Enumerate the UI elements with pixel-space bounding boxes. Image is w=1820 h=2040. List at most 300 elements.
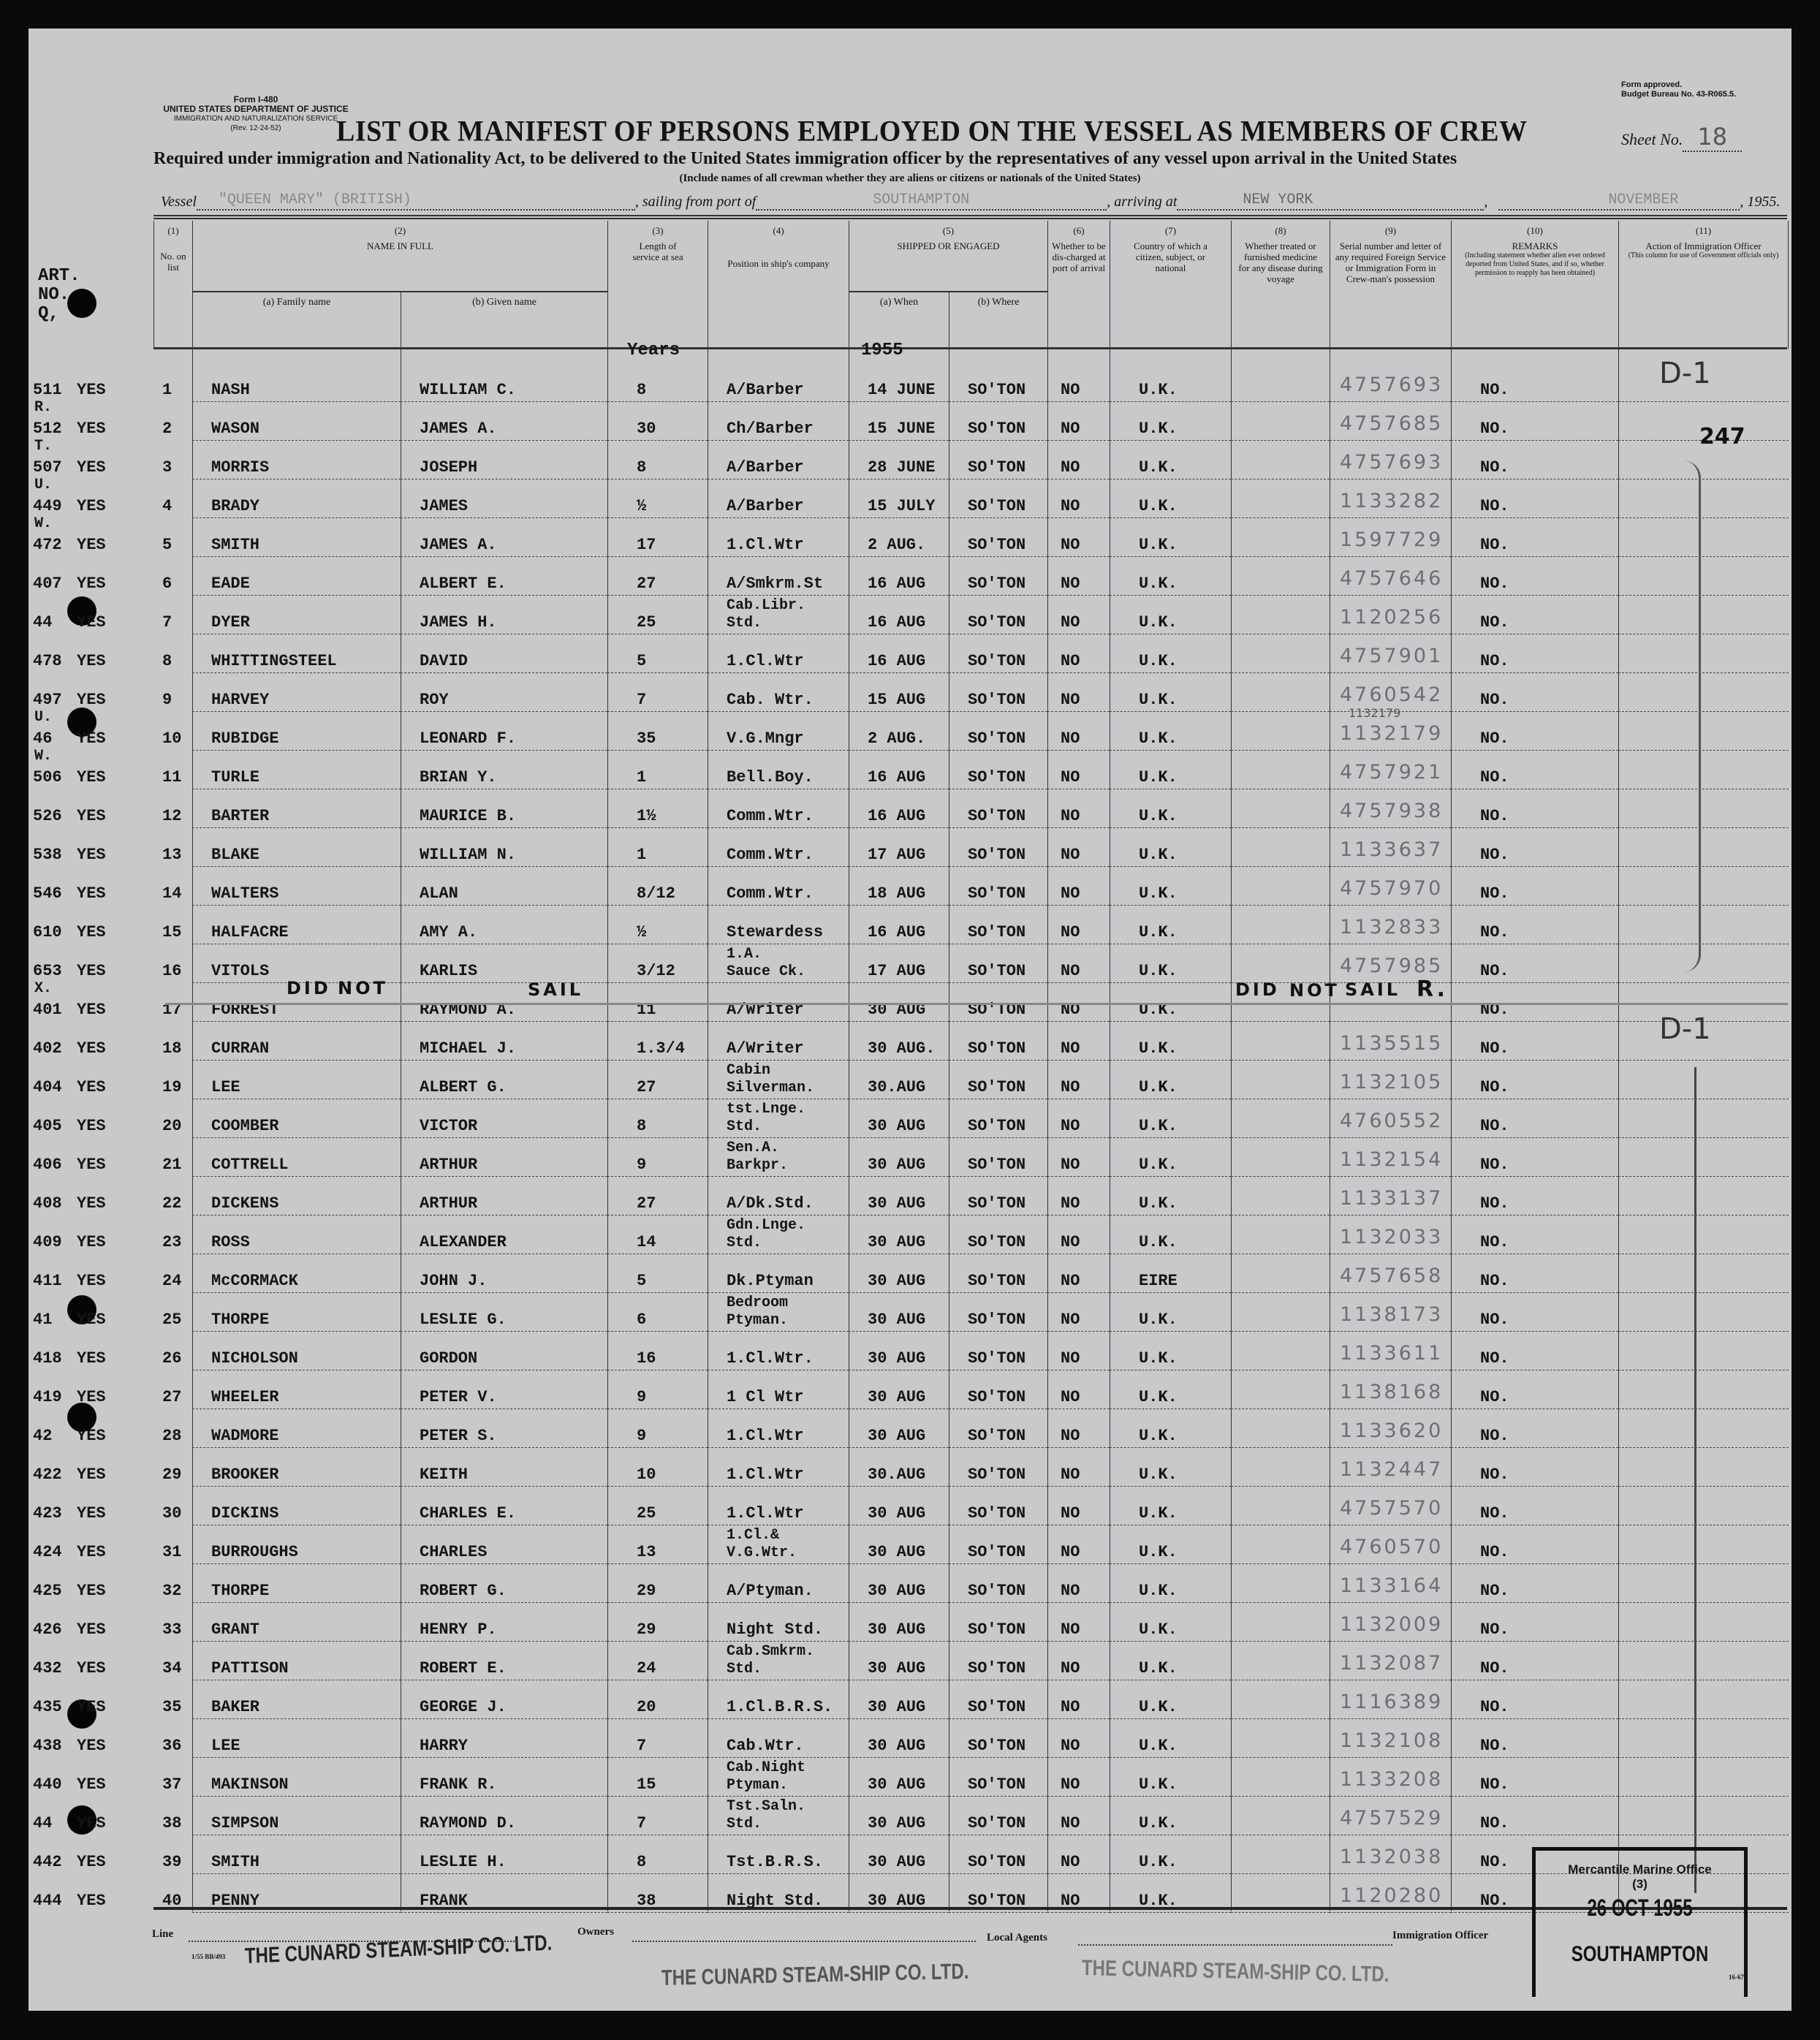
country: U.K. [1110,1758,1231,1797]
art-number: 401 [33,1001,62,1019]
table-row [29,1758,1791,1797]
d1-mark: D-1 [1659,357,1711,390]
serial-number: 1133637 [1330,828,1451,867]
position: A/Barber [708,363,849,402]
remarks: NO. [1451,906,1618,944]
col-shipped-or-engaged: (5) SHIPPED OR ENGAGED [849,221,1047,291]
action [1618,1332,1789,1370]
list-number: 13 [162,846,182,864]
serial-number: 1135515 [1330,1022,1451,1061]
country: U.K. [1110,596,1231,634]
length-of-service: 29 [607,1564,708,1603]
table-row [29,1680,1791,1719]
medicine [1231,634,1330,673]
serial-number: 1120256 [1330,596,1451,634]
shipped-when: 16 AUG [849,557,949,596]
list-number: 14 [162,884,182,903]
family-name: WASON [192,402,401,441]
given-name: ROBERT E. [401,1642,607,1680]
medicine [1231,1797,1330,1835]
discharged: NO [1047,1138,1110,1177]
remarks: NO. [1451,1487,1618,1525]
remarks: NO. [1451,1409,1618,1448]
action [1618,1254,1789,1293]
art-suffix: W. [34,748,53,765]
remarks: NO. [1451,1370,1618,1409]
discharged: NO [1047,906,1110,944]
bracket-line [1683,460,1701,972]
yes-flag: YES [77,1892,106,1910]
given-name: MAURICE B. [401,789,607,828]
list-number: 10 [162,729,182,748]
arrival-port: NEW YORK [1177,192,1484,211]
discharged: NO [1047,1370,1110,1409]
sailing-label: , sailing from port of [634,194,757,210]
position: Gdn.Lnge. Std. [708,1216,849,1254]
position: 1.Cl.Wtr [708,634,849,673]
arrival-year: , 1955. [1740,194,1781,210]
yes-flag: YES [77,962,106,980]
shipped-where: SO'TON [949,441,1047,479]
table-row [29,438,1791,479]
medicine [1231,673,1330,712]
length-of-service: 27 [607,557,708,596]
table-row [29,1293,1791,1332]
discharged: NO [1047,402,1110,441]
given-name: PETER S. [401,1409,607,1448]
shipped-when: 30.AUG [849,1061,949,1099]
medicine [1231,557,1330,596]
shipped-where: SO'TON [949,518,1047,557]
shipped-when: 15 JUNE [849,402,949,441]
action [1618,1719,1789,1758]
action [1618,1099,1789,1138]
table-row [29,1177,1791,1216]
given-name: LESLIE G. [401,1293,607,1332]
action [1618,712,1789,751]
country: U.K. [1110,363,1231,402]
list-number: 11 [162,768,182,786]
shipped-when: 30 AUG [849,1874,949,1913]
art-no-header: ART. NO. Q, [38,266,80,324]
family-name: GRANT [192,1603,401,1642]
given-name: DAVID [401,634,607,673]
table-row [29,363,1791,402]
shipped-where: SO'TON [949,1797,1047,1835]
length-of-service: 30 [607,402,708,441]
family-name: FORREST [192,983,401,1022]
given-name: RAYMOND D. [401,1797,607,1835]
serial-number: 4757646 [1330,557,1451,596]
remarks: NO. [1451,634,1618,673]
country: U.K. [1110,1564,1231,1603]
family-name: HARVEY [192,673,401,712]
yes-flag: YES [77,652,106,670]
length-of-service: 38 [607,1874,708,1913]
family-name: BURROUGHS [192,1525,401,1564]
action [1618,867,1789,906]
position: Comm.Wtr. [708,789,849,828]
col-country: (7) Country of which a citizen, subject, or national [1110,221,1231,349]
art-number: 422 [33,1465,62,1484]
position: A/Smkrm.St [708,557,849,596]
shipped-when: 30 AUG [849,1370,949,1409]
department: UNITED STATES DEPARTMENT OF JUSTICE [163,104,349,114]
art-number: 406 [33,1156,62,1174]
serial-number: 1120280 [1330,1874,1451,1913]
medicine [1231,1603,1330,1642]
art-number: 546 [33,884,62,903]
table-row [29,1254,1791,1293]
shipped-when: 30 AUG [849,1835,949,1874]
shipped-when: 30 AUG [849,1293,949,1332]
action [1618,1797,1789,1835]
list-number: 1 [162,381,172,399]
family-name: SMITH [192,1835,401,1874]
remarks: NO. [1451,1177,1618,1216]
discharged: NO [1047,1758,1110,1797]
serial-number: 1132009 [1330,1603,1451,1642]
given-name: WILLIAM N. [401,828,607,867]
family-name: BLAKE [192,828,401,867]
art-suffix: U. [34,709,53,726]
discharged: NO [1047,1603,1110,1642]
shipped-when: 15 AUG [849,673,949,712]
shipped-where: SO'TON [949,363,1047,402]
yes-flag: YES [77,497,106,515]
discharged: NO [1047,867,1110,906]
yes-flag: YES [77,1659,106,1677]
stamp-place: SOUTHAMPTON [1571,1942,1709,1966]
table-row [29,1487,1791,1525]
initials-note: R. [1417,977,1449,1002]
serial-number: 1132105 [1330,1061,1451,1099]
discharged: NO [1047,983,1110,1022]
remarks: NO. [1451,1642,1618,1680]
medicine [1231,1525,1330,1564]
art-number: 432 [33,1659,62,1677]
length-of-service: 6 [607,1293,708,1332]
action [1618,1370,1789,1409]
remarks: NO. [1451,1293,1618,1332]
family-name: LEE [192,1719,401,1758]
table-row [29,748,1791,789]
discharged: NO [1047,1835,1110,1874]
table-row [29,1642,1791,1680]
shipped-where: SO'TON [949,402,1047,441]
art-number: 511 [33,381,62,399]
yes-flag: YES [77,1349,106,1368]
discharged: NO [1047,789,1110,828]
family-name: EADE [192,557,401,596]
medicine [1231,867,1330,906]
remarks: NO. [1451,1797,1618,1835]
medicine [1231,789,1330,828]
discharged: NO [1047,751,1110,789]
country: U.K. [1110,441,1231,479]
art-suffix: R. [34,399,53,416]
country: U.K. [1110,1719,1231,1758]
art-number: 507 [33,458,62,477]
col-discharged: (6) Whether to be dis-charged at port of arrival [1047,221,1110,349]
serial-number: 4757921 [1330,751,1451,789]
action [1618,634,1789,673]
action [1618,1642,1789,1680]
length-of-service: 1½ [607,789,708,828]
sailing-port: SOUTHAMPTON [756,192,1107,211]
art-number: 438 [33,1737,62,1755]
medicine [1231,1099,1330,1138]
family-name: BAKER [192,1680,401,1719]
serial-number: 4760542 [1330,673,1451,712]
medicine [1231,1370,1330,1409]
list-number: 38 [162,1814,182,1832]
position: Tst.Saln. Std. [708,1797,849,1835]
action [1618,828,1789,867]
yes-flag: YES [77,807,106,825]
medicine [1231,1487,1330,1525]
list-number: 4 [162,497,172,515]
medicine [1231,1177,1330,1216]
yes-flag: YES [77,1543,106,1561]
country: U.K. [1110,789,1231,828]
serial-number: 1138173 [1330,1293,1451,1332]
medicine [1231,1448,1330,1487]
shipped-where: SO'TON [949,1061,1047,1099]
serial-number: 1116389 [1330,1680,1451,1719]
family-name: LEE [192,1061,401,1099]
length-of-service: 3/12 [607,944,708,983]
list-number: 17 [162,1001,182,1019]
list-number: 40 [162,1892,182,1910]
form-code: 16-67 [1729,1973,1744,1981]
remarks: NO. [1451,1874,1618,1913]
shipped-when: 14 JUNE [849,363,949,402]
shipped-where: SO'TON [949,1177,1047,1216]
col-position: (4) Position in ship's company [708,221,849,349]
country: U.K. [1110,634,1231,673]
family-name: WHITTINGSTEEL [192,634,401,673]
length-of-service: 17 [607,518,708,557]
list-number: 35 [162,1698,182,1716]
given-name: ROY [401,673,607,712]
remarks: NO. [1451,1603,1618,1642]
sheet-label: Sheet No. [1621,130,1683,148]
discharged: NO [1047,441,1110,479]
yes-flag: YES [77,1620,106,1639]
remarks: NO. [1451,1332,1618,1370]
service: IMMIGRATION AND NATURALIZATION SERVICE [173,115,338,123]
shipped-where: SO'TON [949,1332,1047,1370]
discharged: NO [1047,1680,1110,1719]
col-name-in-full: (2) NAME IN FULL [192,221,607,291]
art-number: 653 [33,962,62,980]
country: U.K. [1110,1797,1231,1835]
shipped-when: 30 AUG [849,1177,949,1216]
family-name: SIMPSON [192,1797,401,1835]
year-label: 1955 [861,341,903,360]
shipped-when: 28 JUNE [849,441,949,479]
serial-number: 1133611 [1330,1332,1451,1370]
list-number: 34 [162,1659,182,1677]
medicine [1231,363,1330,402]
shipped-where: SO'TON [949,1525,1047,1564]
vessel-line: Vessel "QUEEN MARY" (BRITISH) , sailing from port of SOUTHAMPTON , arriving at NEW YORK , NOVEMBER , 1955. [161,192,1781,210]
given-name: BRIAN Y. [401,751,607,789]
approved-label: Form approved. [1621,80,1683,89]
shipped-when: 17 AUG [849,828,949,867]
country: U.K. [1110,1525,1231,1564]
stamp-date: 26 OCT 1955 [1587,1895,1693,1921]
art-number: 423 [33,1504,62,1523]
company-stamp: THE CUNARD STEAM-SHIP CO. LTD. [244,1930,553,1968]
art-number: 404 [33,1078,62,1096]
list-number: 22 [162,1194,182,1213]
requirement-statement: Required under immigration and Nationality Act, to be delivered to the United States immigration officer by the representatives of any vessel upon arrival in the United States [153,149,1457,168]
given-name: JAMES A. [401,518,607,557]
shipped-when: 30 AUG [849,1642,949,1680]
discharged: NO [1047,1797,1110,1835]
shipped-where: SO'TON [949,983,1047,1022]
given-name: ALBERT G. [401,1061,607,1099]
yes-flag: YES [77,884,106,903]
shipped-where: SO'TON [949,1370,1047,1409]
action [1618,1293,1789,1332]
yes-flag: YES [77,1156,106,1174]
country: U.K. [1110,906,1231,944]
given-name: AMY A. [401,906,607,944]
col-no-on-list: (1) No. on list [153,221,192,349]
remarks: NO. [1451,1022,1618,1061]
position: Sen.A. Barkpr. [708,1138,849,1177]
serial-number: 4757693 [1330,363,1451,402]
action [1618,1487,1789,1525]
action [1618,1758,1789,1797]
remarks: NO. [1451,1680,1618,1719]
shipped-when: 17 AUG [849,944,949,983]
col-remarks: (10) REMARKS (Including statement whether alien ever ordered deported from United States, and if so, whether permission to reapply has been obtained) [1451,221,1618,349]
shipped-where: SO'TON [949,1487,1047,1525]
sheet-value: 18 [1683,123,1742,152]
discharged: NO [1047,1216,1110,1254]
remarks: NO. [1451,363,1618,402]
remarks: NO. [1451,944,1618,983]
art-suffix: X. [34,980,53,997]
table-row [29,906,1791,944]
shipped-when: 30 AUG [849,1719,949,1758]
length-of-service: 5 [607,1254,708,1293]
shipped-when: 30 AUG [849,1099,949,1138]
length-of-service: 9 [607,1370,708,1409]
country: U.K. [1110,867,1231,906]
stamp-number: (3) [1632,1877,1648,1891]
shipped-when: 18 AUG [849,867,949,906]
shipped-where: SO'TON [949,1293,1047,1332]
serial-number: 1138168 [1330,1370,1451,1409]
remarks: NO. [1451,789,1618,828]
action [1618,1603,1789,1642]
length-of-service: 9 [607,1409,708,1448]
form-approval [1621,80,1736,99]
action [1618,1448,1789,1487]
remarks: NO. [1451,557,1618,596]
given-name: LEONARD F. [401,712,607,751]
col-serial-number: (9) Serial number and letter of any required Foreign Service or Immigration Form in Crew-man's possession [1330,221,1451,349]
family-name: COTTRELL [192,1138,401,1177]
yes-flag: YES [77,458,106,477]
table-row [29,634,1791,673]
country: U.K. [1110,673,1231,712]
length-of-service: 25 [607,1487,708,1525]
country: U.K. [1110,1293,1231,1332]
shipped-when: 30 AUG [849,1138,949,1177]
serial-number: 1132033 [1330,1216,1451,1254]
art-number: 425 [33,1582,62,1600]
length-of-service: 1 [607,751,708,789]
list-number: 23 [162,1233,182,1251]
art-number: 526 [33,807,62,825]
table-row [29,828,1791,867]
length-of-service: 27 [607,1061,708,1099]
country: U.K. [1110,1022,1231,1061]
table-row [29,1564,1791,1603]
position: tst.Lnge. Std. [708,1099,849,1138]
discharged: NO [1047,828,1110,867]
given-name: CHARLES [401,1525,607,1564]
shipped-when: 30 AUG [849,983,949,1022]
shipped-where: SO'TON [949,634,1047,673]
given-name: KARLIS [401,944,607,983]
serial-number: 1132108 [1330,1719,1451,1758]
serial-number: 4757901 [1330,634,1451,673]
country: U.K. [1110,712,1231,751]
given-name: HARRY [401,1719,607,1758]
serial-number: 4757693 [1330,441,1451,479]
yes-flag: YES [77,1194,106,1213]
action [1618,789,1789,828]
medicine [1231,828,1330,867]
remarks: NO. [1451,712,1618,751]
medicine [1231,1332,1330,1370]
art-number: 538 [33,846,62,864]
shipped-when: 2 AUG. [849,518,949,557]
arrival-month: NOVEMBER [1498,192,1740,211]
medicine [1231,1642,1330,1680]
did-not-sail-note: SAIL [528,979,584,1000]
medicine [1231,906,1330,944]
medicine [1231,1680,1330,1719]
medicine [1231,1061,1330,1099]
art-number: 44 [33,613,53,632]
family-name: CURRAN [192,1022,401,1061]
country: U.K. [1110,1138,1231,1177]
shipped-when: 30 AUG [849,1758,949,1797]
table-row [29,789,1791,828]
remarks: NO. [1451,751,1618,789]
yes-flag: YES [77,1775,106,1794]
action [1618,1216,1789,1254]
col-length-of-service: (3) Length of service at sea [607,221,708,349]
art-number: 424 [33,1543,62,1561]
country: U.K. [1110,1099,1231,1138]
shipped-when: 2 AUG. [849,712,949,751]
position: Ch/Barber [708,402,849,441]
length-of-service: 8 [607,1099,708,1138]
discharged: NO [1047,1177,1110,1216]
d1-mark: D-1 [1659,1012,1711,1046]
length-of-service: 13 [607,1525,708,1564]
sheet-number [1621,123,1742,151]
